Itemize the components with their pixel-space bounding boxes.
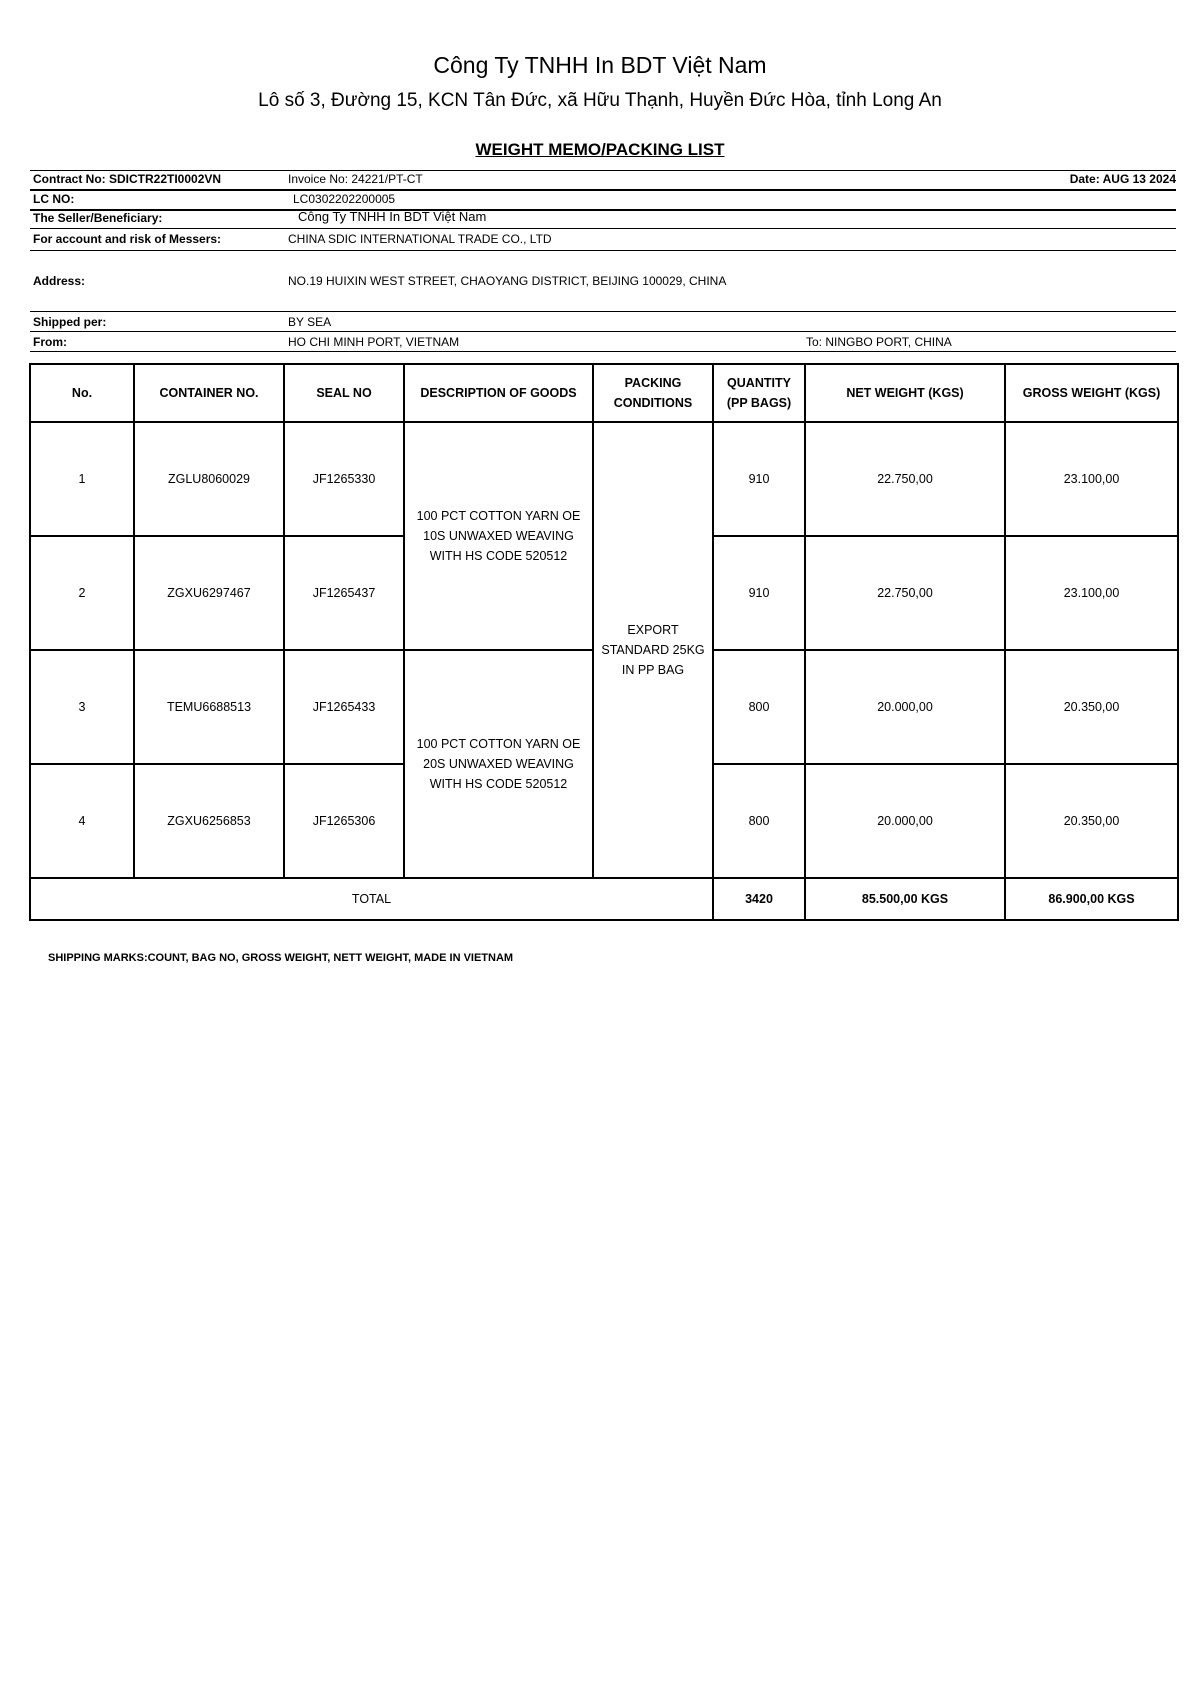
address-value: NO.19 HUIXIN WEST STREET, CHAOYANG DISTRICT, BEIJING 100029, CHINA [288,274,727,288]
quantity: 910 [713,422,805,536]
description-20s: 100 PCT COTTON YARN OE 20S UNWAXED WEAVING WITH HS CODE 520512 [404,650,593,878]
net-weight: 22.750,00 [805,536,1005,650]
shipping-marks: SHIPPING MARKS:COUNT, BAG NO, GROSS WEIGHT, NETT WEIGHT, MADE IN VIETNAM [48,952,514,964]
row-no: 3 [30,650,134,764]
header-net-weight: NET WEIGHT (KGS) [805,364,1005,422]
quantity: 800 [713,650,805,764]
divider [30,228,1176,229]
header-description: DESCRIPTION OF GOODS [404,364,593,422]
total-label: TOTAL [30,878,713,920]
header-packing: PACKING CONDITIONS [593,364,713,422]
shipped-value: BY SEA [288,315,332,329]
container-no: ZGXU6256853 [134,764,284,878]
net-weight: 20.000,00 [805,764,1005,878]
lc-label: LC NO: [33,192,75,206]
total-gross-weight: 86.900,00 KGS [1005,878,1178,920]
description-10s: 100 PCT COTTON YARN OE 10S UNWAXED WEAVING WITH HS CODE 520512 [404,422,593,650]
contract-no: Contract No: SDICTR22TI0002VN [33,172,222,186]
invoice-no: Invoice No: 24221/PT-CT [288,172,423,186]
net-weight: 22.750,00 [805,422,1005,536]
lc-value: LC0302202200005 [293,192,396,206]
seller-value: Công Ty TNHH In BDT Việt Nam [298,209,487,224]
gross-weight: 23.100,00 [1005,422,1178,536]
gross-weight: 20.350,00 [1005,650,1178,764]
company-name: Công Ty TNHH In BDT Việt Nam [433,52,767,78]
header-container: CONTAINER NO. [134,364,284,422]
seal-no: JF1265330 [284,422,404,536]
header-no: No. [30,364,134,422]
row-no: 1 [30,422,134,536]
quantity: 800 [713,764,805,878]
row-no: 2 [30,536,134,650]
company-address: Lô số 3, Đường 15, KCN Tân Đức, xã Hữu Thạnh, Huyền Đức Hòa, tỉnh Long An [258,90,942,111]
packing-table [29,363,1179,921]
divider [30,170,1176,171]
net-weight: 20.000,00 [805,650,1005,764]
from-label: From: [33,335,67,349]
divider [30,189,1176,191]
document-title: WEIGHT MEMO/PACKING LIST [475,140,725,159]
from-value: HO CHI MINH PORT, VIETNAM [288,335,460,349]
table-row [30,422,1178,536]
divider [30,351,1176,352]
table-header-row [30,364,1178,422]
address-label: Address: [33,274,86,288]
seal-no: JF1265306 [284,764,404,878]
total-net-weight: 85.500,00 KGS [805,878,1005,920]
seal-no: JF1265433 [284,650,404,764]
divider [30,209,1176,211]
date: Date: AUG 13 2024 [1069,172,1176,186]
header-seal: SEAL NO [284,364,404,422]
container-no: TEMU6688513 [134,650,284,764]
account-value: CHINA SDIC INTERNATIONAL TRADE CO., LTD [288,232,552,246]
divider [30,331,1176,332]
container-no: ZGLU8060029 [134,422,284,536]
gross-weight: 20.350,00 [1005,764,1178,878]
packing-conditions: EXPORT STANDARD 25KG IN PP BAG [593,422,713,878]
seal-no: JF1265437 [284,536,404,650]
gross-weight: 23.100,00 [1005,536,1178,650]
total-quantity: 3420 [713,878,805,920]
header-quantity: QUANTITY (PP BAGS) [713,364,805,422]
divider [30,311,1176,312]
shipped-label: Shipped per: [33,315,107,329]
account-label: For account and risk of Messers: [33,232,222,246]
to-value: To: NINGBO PORT, CHINA [806,335,952,349]
header-gross-weight: GROSS WEIGHT (KGS) [1005,364,1178,422]
seller-label: The Seller/Beneficiary: [33,211,163,225]
divider [30,250,1176,251]
row-no: 4 [30,764,134,878]
container-no: ZGXU6297467 [134,536,284,650]
quantity: 910 [713,536,805,650]
total-row [30,878,1178,920]
